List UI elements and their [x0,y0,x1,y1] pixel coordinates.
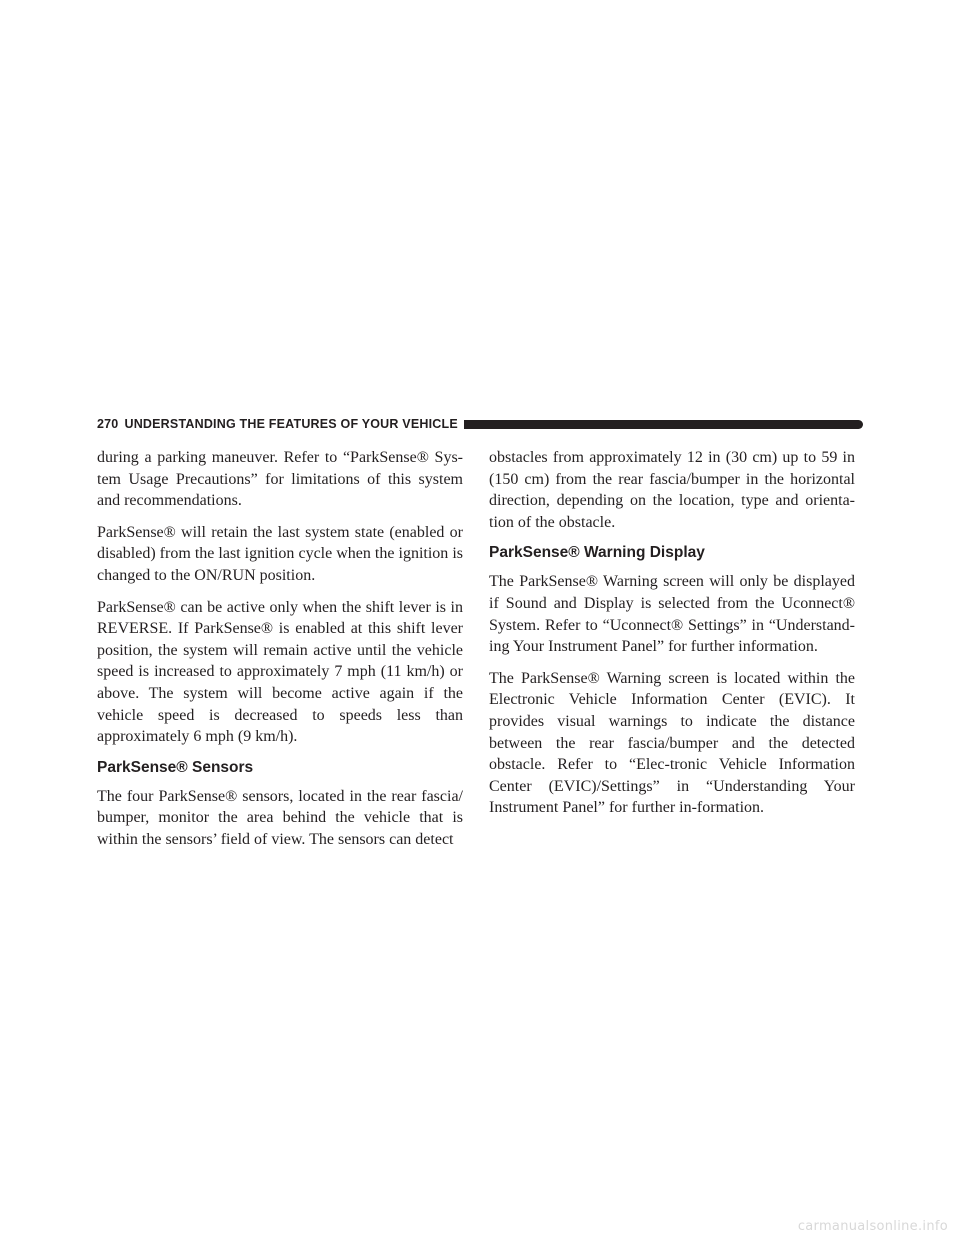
right-paragraph-3: The ParkSense® Warning screen is located within the Electronic Vehicle Information Center (EVIC). It provides visual warnings to indicate the distance between the rear fascia/bumper and the detected obstacle. Refer to “Elec-tronic Vehicle Information Center (EVIC)/Settings” in “Understanding Your Instrument Panel” for further in-formation. [489,669,855,817]
page-header [97,414,863,434]
page-number: 270 [97,417,119,431]
right-paragraph-1: obstacles from approximately 12 in (30 cm) up to 59 in (150 cm) from the rear fascia/bumper in the horizontal direction, depending on the location, type and orienta-tion of the obstacle. [489,449,855,531]
left-paragraph-3: ParkSense® can be active only when the shift lever is in REVERSE. If ParkSense® is enabled at this shift lever position, the system will remain active until the vehicle speed is increased to approximately 7 mph (11 km/h) or above. The system will become active again if the vehicle speed is decreased to speeds less than approximately 6 mph (9 km/h). [97,598,463,746]
left-paragraph-2: ParkSense® will retain the last system state (enabled or disabled) from the last ignition cycle when the ignition is changed to the ON/RUN position. [97,523,463,584]
watermark: carmanualsonline.info [797,1219,948,1234]
left-paragraph-4: The four ParkSense® sensors, located in the rear fascia/ bumper, monitor the area behind the vehicle that is within the sensors’ field of view. The sensors can detect [97,787,463,848]
right-column [489,447,855,829]
heading-parksense-sensors: ParkSense® Sensors [97,758,254,776]
header-rule [464,420,863,429]
left-paragraph-1: during a parking maneuver. Refer to “ParkSense® Sys-tem Usage Precautions” for limitations of this system and recommendations. [97,449,463,510]
section-title: UNDERSTANDING THE FEATURES OF YOUR VEHICLE [124,417,458,431]
heading-parksense-warning-display: ParkSense® Warning Display [489,544,705,562]
left-column [97,447,463,861]
right-paragraph-2: The ParkSense® Warning screen will only be displayed if Sound and Display is selected from the Uconnect® System. Refer to “Uconnect® Settings” in “Understand-ing Your Instrument Panel” for further information. [489,573,855,656]
